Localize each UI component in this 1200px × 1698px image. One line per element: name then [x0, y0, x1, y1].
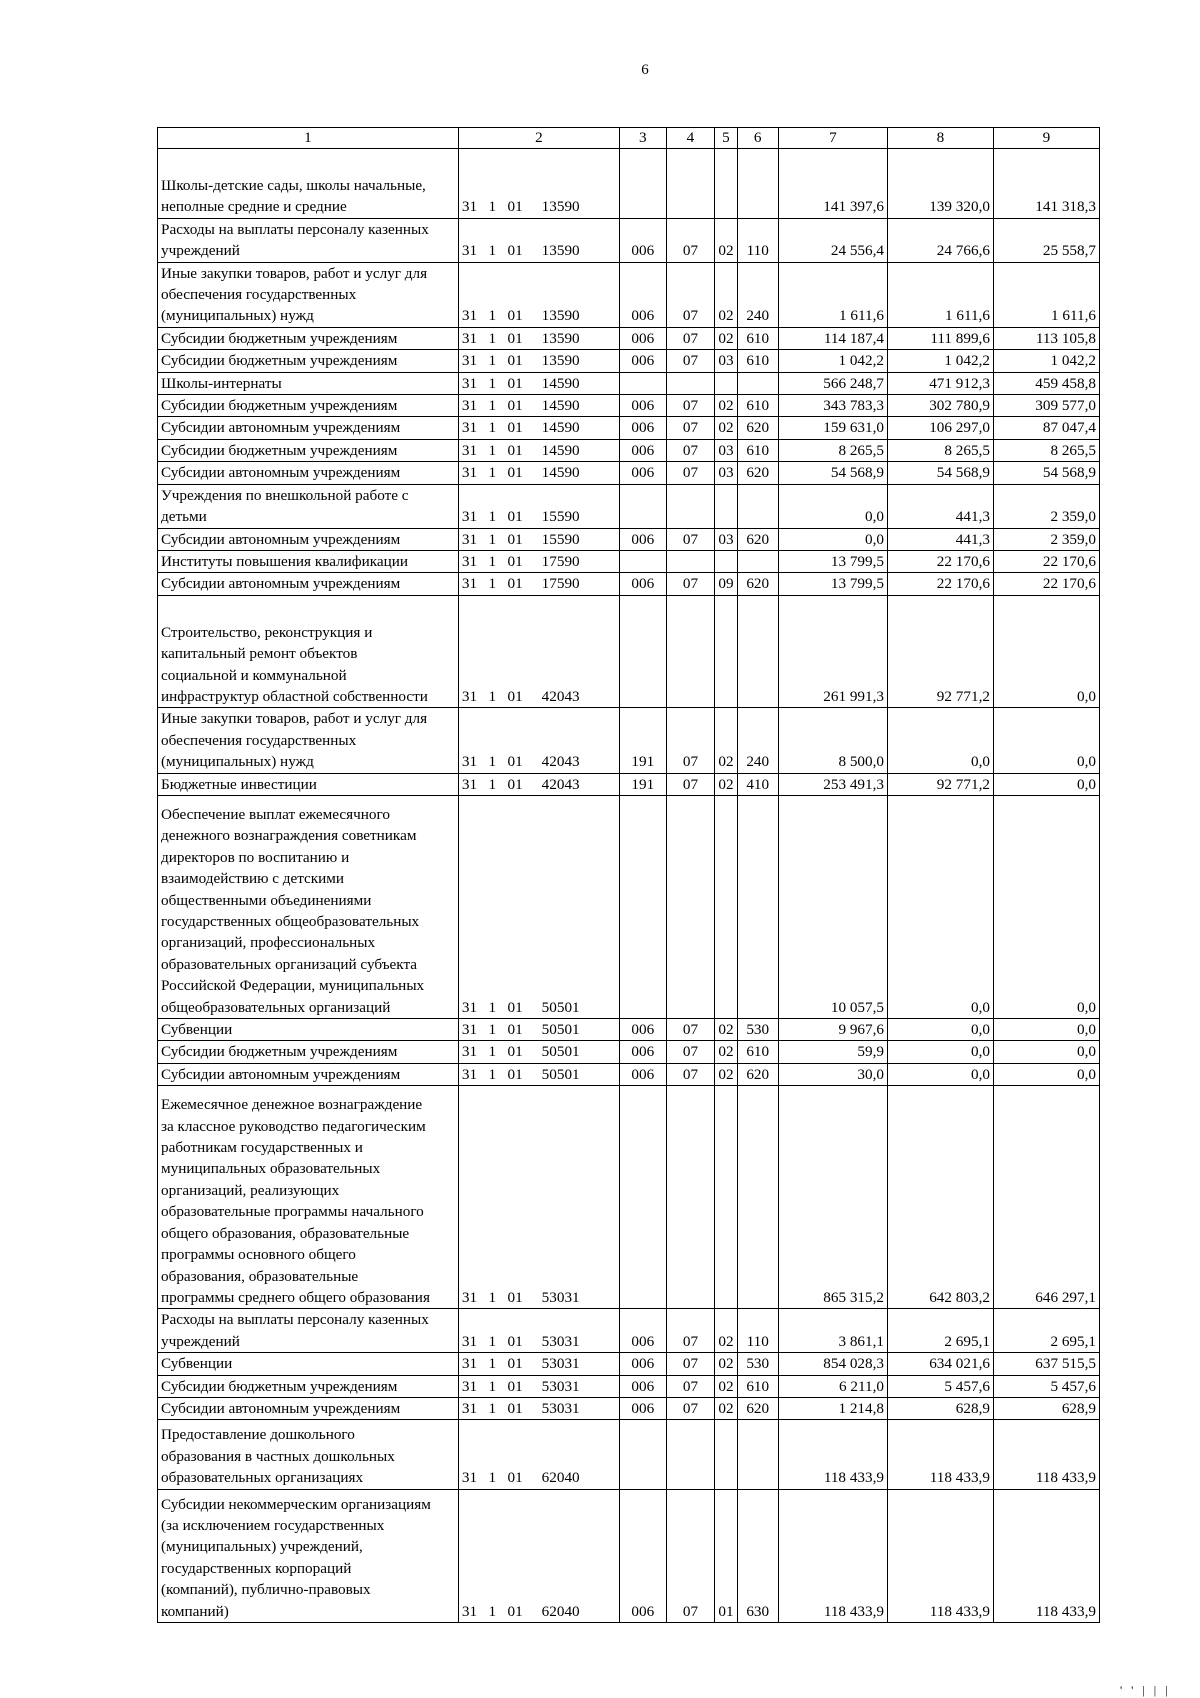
amount-year-1: 54 568,9 [778, 462, 887, 484]
subsection-code: 03 [715, 350, 737, 372]
amount-year-2: 642 803,2 [888, 1086, 994, 1309]
expense-type-code: 630 [737, 1489, 778, 1622]
ministry-code [619, 484, 666, 528]
amount-year-3: 0,0 [993, 1019, 1099, 1041]
amount-year-2: 106 297,0 [888, 417, 994, 439]
ministry-code: 006 [619, 1397, 666, 1419]
amount-year-2: 0,0 [888, 1019, 994, 1041]
ministry-code [619, 795, 666, 1018]
row-name: Субсидии бюджетным учреждениям [158, 439, 459, 461]
target-article-code: 31 1 01 62040 [458, 1420, 619, 1489]
amount-year-1: 0,0 [778, 528, 887, 550]
expense-type-code [737, 1420, 778, 1489]
table-body [158, 149, 1100, 1623]
subsection-code: 02 [715, 1397, 737, 1419]
amount-year-1: 8 500,0 [778, 708, 887, 773]
target-article-code: 31 1 01 15590 [458, 528, 619, 550]
amount-year-1: 10 057,5 [778, 795, 887, 1018]
amount-year-3: 141 318,3 [993, 149, 1099, 219]
row-name: Ежемесячное денежное вознаграждение за классное руководство педагогическим работникам государственных и муниципальных образовательных организаций, реализующих образовательные программы начального общего образования, образовательные программы основного общего образования, образовательные программы среднего общего образования [158, 1086, 459, 1309]
table-row [158, 1086, 1100, 1309]
amount-year-1: 118 433,9 [778, 1420, 887, 1489]
subsection-code: 02 [715, 773, 737, 795]
amount-year-2: 92 771,2 [888, 595, 994, 708]
subsection-code: 02 [715, 1353, 737, 1375]
ministry-code [619, 149, 666, 219]
amount-year-2: 118 433,9 [888, 1489, 994, 1622]
row-name: Субсидии некоммерческим организациям (за исключением государственных (муниципальных) учреждений, государственных корпораций (компаний), публично-правовых компаний) [158, 1489, 459, 1622]
row-name: Школы-интернаты [158, 372, 459, 394]
column-header-8: 8 [888, 128, 994, 149]
row-name: Субсидии автономным учреждениям [158, 462, 459, 484]
ministry-code: 006 [619, 350, 666, 372]
subsection-code: 03 [715, 462, 737, 484]
amount-year-3: 1 611,6 [993, 262, 1099, 327]
subsection-code: 02 [715, 1309, 737, 1353]
target-article-code: 31 1 01 17590 [458, 573, 619, 595]
section-code: 07 [666, 417, 715, 439]
ministry-code [619, 550, 666, 572]
table-row [158, 327, 1100, 349]
amount-year-1: 13 799,5 [778, 573, 887, 595]
section-code [666, 595, 715, 708]
amount-year-3: 5 457,6 [993, 1375, 1099, 1397]
table-row [158, 773, 1100, 795]
column-header-9: 9 [993, 128, 1099, 149]
target-article-code: 31 1 01 50501 [458, 1041, 619, 1063]
table-row [158, 1375, 1100, 1397]
section-code: 07 [666, 1489, 715, 1622]
row-name: Иные закупки товаров, работ и услуг для обеспечения государственных (муниципальных) нужд [158, 262, 459, 327]
amount-year-2: 111 899,6 [888, 327, 994, 349]
header-row [158, 128, 1100, 149]
ministry-code: 006 [619, 1063, 666, 1085]
row-name: Субвенции [158, 1019, 459, 1041]
table-row [158, 417, 1100, 439]
amount-year-3: 54 568,9 [993, 462, 1099, 484]
expense-type-code: 110 [737, 218, 778, 262]
section-code: 07 [666, 1353, 715, 1375]
target-article-code: 31 1 01 53031 [458, 1353, 619, 1375]
table-row [158, 372, 1100, 394]
amount-year-2: 441,3 [888, 484, 994, 528]
row-name: Субсидии автономным учреждениям [158, 573, 459, 595]
section-code: 07 [666, 573, 715, 595]
amount-year-2: 24 766,6 [888, 218, 994, 262]
amount-year-2: 471 912,3 [888, 372, 994, 394]
row-name: Субсидии автономным учреждениям [158, 1397, 459, 1419]
subsection-code: 03 [715, 528, 737, 550]
expense-type-code: 530 [737, 1019, 778, 1041]
target-article-code: 31 1 01 50501 [458, 795, 619, 1018]
ministry-code: 006 [619, 1353, 666, 1375]
table-row [158, 795, 1100, 1018]
section-code: 07 [666, 439, 715, 461]
amount-year-1: 141 397,6 [778, 149, 887, 219]
subsection-code [715, 484, 737, 528]
ministry-code: 191 [619, 708, 666, 773]
subsection-code [715, 1420, 737, 1489]
expense-type-code: 610 [737, 1375, 778, 1397]
table-row [158, 528, 1100, 550]
ministry-code [619, 1086, 666, 1309]
amount-year-3: 118 433,9 [993, 1420, 1099, 1489]
amount-year-3: 309 577,0 [993, 395, 1099, 417]
expense-type-code [737, 372, 778, 394]
amount-year-2: 0,0 [888, 708, 994, 773]
amount-year-2: 54 568,9 [888, 462, 994, 484]
ministry-code: 006 [619, 1041, 666, 1063]
row-name: Субсидии автономным учреждениям [158, 1063, 459, 1085]
target-article-code: 31 1 01 15590 [458, 484, 619, 528]
row-name: Институты повышения квалификации [158, 550, 459, 572]
subsection-code: 02 [715, 417, 737, 439]
expense-type-code [737, 1086, 778, 1309]
table-row [158, 1420, 1100, 1489]
table-row [158, 350, 1100, 372]
budget-table [157, 127, 1100, 1623]
column-header-6: 6 [737, 128, 778, 149]
table-row [158, 439, 1100, 461]
table-row [158, 595, 1100, 708]
ministry-code: 006 [619, 439, 666, 461]
column-header-2: 2 [458, 128, 619, 149]
amount-year-1: 30,0 [778, 1063, 887, 1085]
amount-year-2: 22 170,6 [888, 573, 994, 595]
expense-type-code: 240 [737, 708, 778, 773]
row-name: Строительство, реконструкция и капитальный ремонт объектов социальной и коммунальной инфраструктур областной собственности [158, 595, 459, 708]
section-code: 07 [666, 262, 715, 327]
section-code: 07 [666, 708, 715, 773]
ministry-code: 191 [619, 773, 666, 795]
expense-type-code [737, 550, 778, 572]
row-name: Бюджетные инвестиции [158, 773, 459, 795]
subsection-code: 02 [715, 1019, 737, 1041]
amount-year-1: 1 042,2 [778, 350, 887, 372]
expense-type-code: 620 [737, 1397, 778, 1419]
section-code [666, 484, 715, 528]
table-row [158, 1353, 1100, 1375]
amount-year-2: 628,9 [888, 1397, 994, 1419]
table-row [158, 1041, 1100, 1063]
amount-year-3: 646 297,1 [993, 1086, 1099, 1309]
section-code: 07 [666, 1063, 715, 1085]
amount-year-3: 2 359,0 [993, 528, 1099, 550]
amount-year-2: 22 170,6 [888, 550, 994, 572]
row-name: Иные закупки товаров, работ и услуг для обеспечения государственных (муниципальных) нужд [158, 708, 459, 773]
row-name: Расходы на выплаты персоналу казенных учреждений [158, 1309, 459, 1353]
amount-year-2: 302 780,9 [888, 395, 994, 417]
subsection-code: 02 [715, 708, 737, 773]
amount-year-1: 13 799,5 [778, 550, 887, 572]
amount-year-2: 2 695,1 [888, 1309, 994, 1353]
expense-type-code: 620 [737, 417, 778, 439]
row-name: Школы-детские сады, школы начальные, неполные средние и средние [158, 149, 459, 219]
expense-type-code [737, 484, 778, 528]
amount-year-2: 8 265,5 [888, 439, 994, 461]
target-article-code: 31 1 01 14590 [458, 417, 619, 439]
amount-year-3: 22 170,6 [993, 550, 1099, 572]
expense-type-code: 610 [737, 439, 778, 461]
table-row [158, 218, 1100, 262]
row-name: Субсидии бюджетным учреждениям [158, 1041, 459, 1063]
expense-type-code [737, 795, 778, 1018]
subsection-code [715, 1086, 737, 1309]
amount-year-1: 854 028,3 [778, 1353, 887, 1375]
ministry-code: 006 [619, 528, 666, 550]
row-name: Субсидии бюджетным учреждениям [158, 1375, 459, 1397]
section-code: 07 [666, 350, 715, 372]
amount-year-2: 1 611,6 [888, 262, 994, 327]
subsection-code: 03 [715, 439, 737, 461]
section-code [666, 372, 715, 394]
row-name: Субсидии автономным учреждениям [158, 417, 459, 439]
expense-type-code: 620 [737, 573, 778, 595]
ministry-code: 006 [619, 417, 666, 439]
target-article-code: 31 1 01 17590 [458, 550, 619, 572]
amount-year-3: 22 170,6 [993, 573, 1099, 595]
ministry-code [619, 372, 666, 394]
target-article-code: 31 1 01 53031 [458, 1086, 619, 1309]
amount-year-1: 343 783,3 [778, 395, 887, 417]
target-article-code: 31 1 01 42043 [458, 708, 619, 773]
section-code: 07 [666, 395, 715, 417]
amount-year-3: 0,0 [993, 595, 1099, 708]
amount-year-3: 0,0 [993, 1041, 1099, 1063]
subsection-code: 02 [715, 1375, 737, 1397]
table-row [158, 1019, 1100, 1041]
expense-type-code [737, 595, 778, 708]
ministry-code: 006 [619, 462, 666, 484]
expense-type-code: 240 [737, 262, 778, 327]
target-article-code: 31 1 01 14590 [458, 372, 619, 394]
amount-year-3: 2 695,1 [993, 1309, 1099, 1353]
ministry-code [619, 595, 666, 708]
amount-year-2: 634 021,6 [888, 1353, 994, 1375]
row-name: Субсидии бюджетным учреждениям [158, 327, 459, 349]
target-article-code: 31 1 01 13590 [458, 149, 619, 219]
amount-year-3: 637 515,5 [993, 1353, 1099, 1375]
expense-type-code [737, 149, 778, 219]
expense-type-code: 620 [737, 528, 778, 550]
amount-year-3: 0,0 [993, 1063, 1099, 1085]
table-row [158, 1489, 1100, 1622]
table-row [158, 149, 1100, 219]
target-article-code: 31 1 01 13590 [458, 218, 619, 262]
target-article-code: 31 1 01 53031 [458, 1397, 619, 1419]
amount-year-2: 92 771,2 [888, 773, 994, 795]
amount-year-1: 865 315,2 [778, 1086, 887, 1309]
subsection-code: 02 [715, 218, 737, 262]
amount-year-1: 1 611,6 [778, 262, 887, 327]
amount-year-1: 114 187,4 [778, 327, 887, 349]
amount-year-1: 566 248,7 [778, 372, 887, 394]
target-article-code: 31 1 01 13590 [458, 327, 619, 349]
table-row [158, 1063, 1100, 1085]
expense-type-code: 620 [737, 462, 778, 484]
amount-year-3: 2 359,0 [993, 484, 1099, 528]
expense-type-code: 610 [737, 395, 778, 417]
table-row [158, 484, 1100, 528]
page-number: 6 [641, 62, 649, 78]
section-code: 07 [666, 528, 715, 550]
ministry-code [619, 1420, 666, 1489]
row-name: Предоставление дошкольного образования в частных дошкольных образовательных организациях [158, 1420, 459, 1489]
column-header-1: 1 [158, 128, 459, 149]
amount-year-3: 25 558,7 [993, 218, 1099, 262]
amount-year-1: 8 265,5 [778, 439, 887, 461]
target-article-code: 31 1 01 14590 [458, 439, 619, 461]
ministry-code: 006 [619, 1489, 666, 1622]
ministry-code: 006 [619, 1375, 666, 1397]
table-row [158, 462, 1100, 484]
expense-type-code: 610 [737, 350, 778, 372]
table-row [158, 550, 1100, 572]
section-code [666, 795, 715, 1018]
target-article-code: 31 1 01 14590 [458, 395, 619, 417]
amount-year-2: 0,0 [888, 1063, 994, 1085]
section-code [666, 1086, 715, 1309]
target-article-code: 31 1 01 50501 [458, 1063, 619, 1085]
target-article-code: 31 1 01 53031 [458, 1309, 619, 1353]
table-row [158, 1309, 1100, 1353]
scan-mark: ' ' | | | [1120, 1683, 1171, 1697]
subsection-code: 01 [715, 1489, 737, 1622]
expense-type-code: 410 [737, 773, 778, 795]
amount-year-3: 0,0 [993, 773, 1099, 795]
section-code: 07 [666, 1041, 715, 1063]
amount-year-2: 0,0 [888, 1041, 994, 1063]
section-code [666, 550, 715, 572]
ministry-code: 006 [619, 262, 666, 327]
column-header-5: 5 [715, 128, 737, 149]
amount-year-3: 0,0 [993, 795, 1099, 1018]
target-article-code: 31 1 01 53031 [458, 1375, 619, 1397]
subsection-code: 02 [715, 1041, 737, 1063]
row-name: Субсидии автономным учреждениям [158, 528, 459, 550]
amount-year-3: 118 433,9 [993, 1489, 1099, 1622]
amount-year-2: 1 042,2 [888, 350, 994, 372]
row-name: Субвенции [158, 1353, 459, 1375]
amount-year-3: 113 105,8 [993, 327, 1099, 349]
row-name: Обеспечение выплат ежемесячного денежного вознаграждения советникам директоров по воспитанию и взаимодействию с детскими общественными объединениями государственных общеобразовательных организаций, профессиональных образовательных организаций субъекта Российской Федерации, муниципальных общеобразовательных организаций [158, 795, 459, 1018]
section-code: 07 [666, 1019, 715, 1041]
subsection-code: 02 [715, 395, 737, 417]
amount-year-3: 1 042,2 [993, 350, 1099, 372]
subsection-code [715, 149, 737, 219]
target-article-code: 31 1 01 50501 [458, 1019, 619, 1041]
amount-year-1: 9 967,6 [778, 1019, 887, 1041]
amount-year-2: 441,3 [888, 528, 994, 550]
amount-year-1: 24 556,4 [778, 218, 887, 262]
subsection-code: 02 [715, 327, 737, 349]
ministry-code: 006 [619, 1019, 666, 1041]
amount-year-3: 8 265,5 [993, 439, 1099, 461]
table-row [158, 262, 1100, 327]
table-row [158, 573, 1100, 595]
section-code: 07 [666, 327, 715, 349]
target-article-code: 31 1 01 42043 [458, 773, 619, 795]
expense-type-code: 110 [737, 1309, 778, 1353]
amount-year-1: 0,0 [778, 484, 887, 528]
row-name: Субсидии бюджетным учреждениям [158, 350, 459, 372]
amount-year-2: 5 457,6 [888, 1375, 994, 1397]
table-row [158, 395, 1100, 417]
expense-type-code: 610 [737, 327, 778, 349]
table-row [158, 1397, 1100, 1419]
amount-year-1: 1 214,8 [778, 1397, 887, 1419]
column-header-7: 7 [778, 128, 887, 149]
section-code: 07 [666, 218, 715, 262]
row-name: Учреждения по внешкольной работе с детьми [158, 484, 459, 528]
amount-year-1: 59,9 [778, 1041, 887, 1063]
expense-type-code: 610 [737, 1041, 778, 1063]
amount-year-2: 118 433,9 [888, 1420, 994, 1489]
amount-year-3: 628,9 [993, 1397, 1099, 1419]
target-article-code: 31 1 01 62040 [458, 1489, 619, 1622]
amount-year-3: 0,0 [993, 708, 1099, 773]
section-code [666, 1420, 715, 1489]
target-article-code: 31 1 01 13590 [458, 262, 619, 327]
ministry-code: 006 [619, 327, 666, 349]
amount-year-3: 459 458,8 [993, 372, 1099, 394]
section-code: 07 [666, 1309, 715, 1353]
subsection-code [715, 795, 737, 1018]
table-row [158, 708, 1100, 773]
amount-year-1: 118 433,9 [778, 1489, 887, 1622]
ministry-code: 006 [619, 395, 666, 417]
expense-type-code: 530 [737, 1353, 778, 1375]
subsection-code [715, 595, 737, 708]
amount-year-3: 87 047,4 [993, 417, 1099, 439]
subsection-code: 09 [715, 573, 737, 595]
amount-year-1: 6 211,0 [778, 1375, 887, 1397]
section-code: 07 [666, 1375, 715, 1397]
ministry-code: 006 [619, 218, 666, 262]
subsection-code [715, 372, 737, 394]
amount-year-2: 139 320,0 [888, 149, 994, 219]
subsection-code: 02 [715, 1063, 737, 1085]
row-name: Расходы на выплаты персоналу казенных учреждений [158, 218, 459, 262]
section-code: 07 [666, 1397, 715, 1419]
target-article-code: 31 1 01 14590 [458, 462, 619, 484]
column-header-4: 4 [666, 128, 715, 149]
column-header-3: 3 [619, 128, 666, 149]
amount-year-1: 261 991,3 [778, 595, 887, 708]
section-code: 07 [666, 773, 715, 795]
amount-year-1: 3 861,1 [778, 1309, 887, 1353]
amount-year-1: 159 631,0 [778, 417, 887, 439]
subsection-code [715, 550, 737, 572]
amount-year-2: 0,0 [888, 795, 994, 1018]
expense-type-code: 620 [737, 1063, 778, 1085]
section-code: 07 [666, 462, 715, 484]
target-article-code: 31 1 01 42043 [458, 595, 619, 708]
ministry-code: 006 [619, 573, 666, 595]
amount-year-1: 253 491,3 [778, 773, 887, 795]
row-name: Субсидии бюджетным учреждениям [158, 395, 459, 417]
target-article-code: 31 1 01 13590 [458, 350, 619, 372]
subsection-code: 02 [715, 262, 737, 327]
ministry-code: 006 [619, 1309, 666, 1353]
section-code [666, 149, 715, 219]
